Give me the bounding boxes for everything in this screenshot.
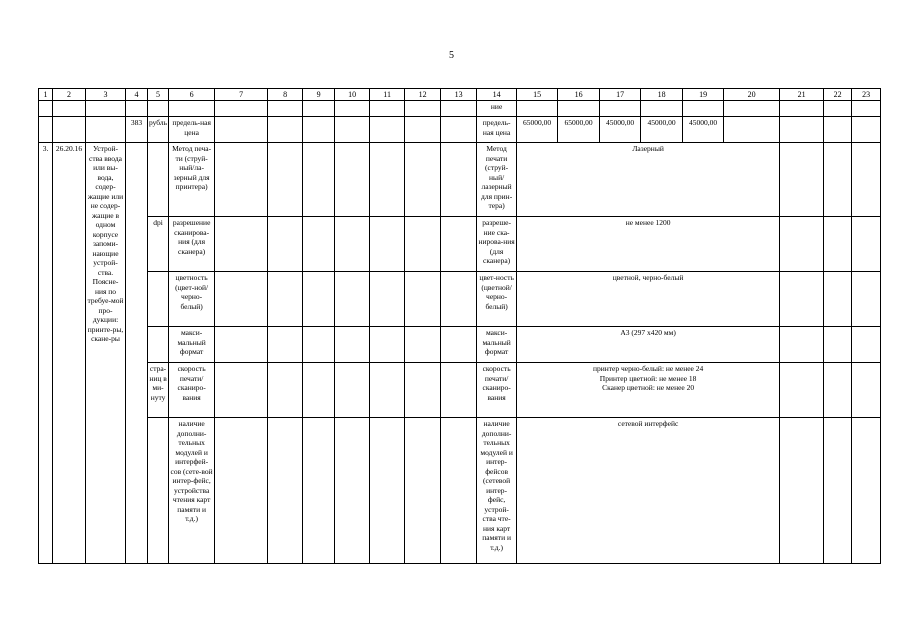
characteristic-name: разрешение сканирова-ния (для сканера) [169,217,215,272]
col-header: 18 [641,89,683,101]
col-header: 19 [683,89,724,101]
table-row [39,363,881,418]
characteristic-name: скорость печати/ сканиро-вания [477,363,517,418]
col-header: 11 [370,89,405,101]
page-number: 5 [449,50,454,61]
price-value: 45000,00 [600,117,641,143]
table-row [39,327,881,363]
price-value: 45000,00 [683,117,724,143]
characteristic-value: цветной, черно-белый [517,272,780,327]
table-row [39,117,881,143]
characteristic-value [517,363,780,418]
col-header: 6 [169,89,215,101]
item-name: Устрой-ства ввода или вы-вода, содер-жащие или не содер-жащие в одном корпусе запоми-нающие устрой-ства. Поясне-ния по требуе-мой про-дукции: принте-ры, скане-ры [86,143,126,564]
col-header: 2 [53,89,86,101]
characteristic-value: не менее 1200 [517,217,780,272]
table-row [39,143,881,217]
characteristic-name: наличие дополни-тельных модулей и интер-фейсов (сетевой интер-фейс, устрой-ства чте-ния карт памяти и т.д.) [477,418,517,564]
col-header: 8 [268,89,303,101]
col-header: 5 [148,89,169,101]
col-header: 23 [852,89,881,101]
okei-code: 383 [126,117,148,143]
unit-name [148,272,169,327]
col-header: 16 [558,89,600,101]
col-header: 7 [215,89,268,101]
col-header: 12 [405,89,441,101]
col-header: 3 [86,89,126,101]
price-value: 65000,00 [517,117,558,143]
unit-name [148,143,169,217]
col-header: 20 [724,89,780,101]
value-line: Сканер цветной: не менее 20 [602,383,695,392]
characteristic-name: макси-мальный формат [477,327,517,363]
unit-name: рубль [148,117,169,143]
table-cell: ние [477,101,517,117]
unit-name [148,327,169,363]
col-header: 14 [477,89,517,101]
characteristic-name: разреше-ние ска-нирова-ния (для сканера) [477,217,517,272]
characteristic-name: скорость печати/ сканиро-вания [169,363,215,418]
unit-name: dpi [148,217,169,272]
table-row [39,101,881,117]
unit-name [148,418,169,564]
item-number: 3. [39,143,53,564]
col-header: 17 [600,89,641,101]
col-header: 9 [303,89,335,101]
col-header: 4 [126,89,148,101]
characteristic-name: предель-ная цена [169,117,215,143]
column-number-row [39,89,881,101]
value-line: Принтер цветной: не менее 18 [599,373,697,383]
value-line: принтер черно-белый: не менее 24 [592,364,704,373]
col-header: 22 [824,89,852,101]
col-header: 1 [39,89,53,101]
table-row [39,418,881,564]
characteristic-name: предель-ная цена [477,117,517,143]
price-value: 45000,00 [641,117,683,143]
col-header: 10 [335,89,370,101]
characteristic-name: наличие дополни-тельных модулей и интерфей-сов (сете-вой интер-фейс, устройства чтения карт памяти и т.д.) [169,418,215,564]
characteristic-value: сетевой интерфейс [517,418,780,564]
table-row [39,272,881,327]
characteristic-name: Метод печа-ти (струй-ный/ла-зерный для принтера) [169,143,215,217]
characteristic-name: макси-мальный формат [169,327,215,363]
okpd2-code: 26.20.16 [53,143,86,564]
price-value: 65000,00 [558,117,600,143]
characteristic-value: Лазерный [517,143,780,217]
table-row [39,217,881,272]
procurement-table [38,88,881,564]
characteristic-value: А3 (297 х420 мм) [517,327,780,363]
col-header: 21 [780,89,824,101]
col-header: 13 [441,89,477,101]
characteristic-name: Метод печати (струй-ный/ лазерный для прин-тера) [477,143,517,217]
unit-name: стра-ниц в ми-нуту [148,363,169,418]
col-header: 15 [517,89,558,101]
characteristic-name: цветность (цвет-ной/черно-белый) [169,272,215,327]
characteristic-name: цвет-ность (цветной/ черно-белый) [477,272,517,327]
